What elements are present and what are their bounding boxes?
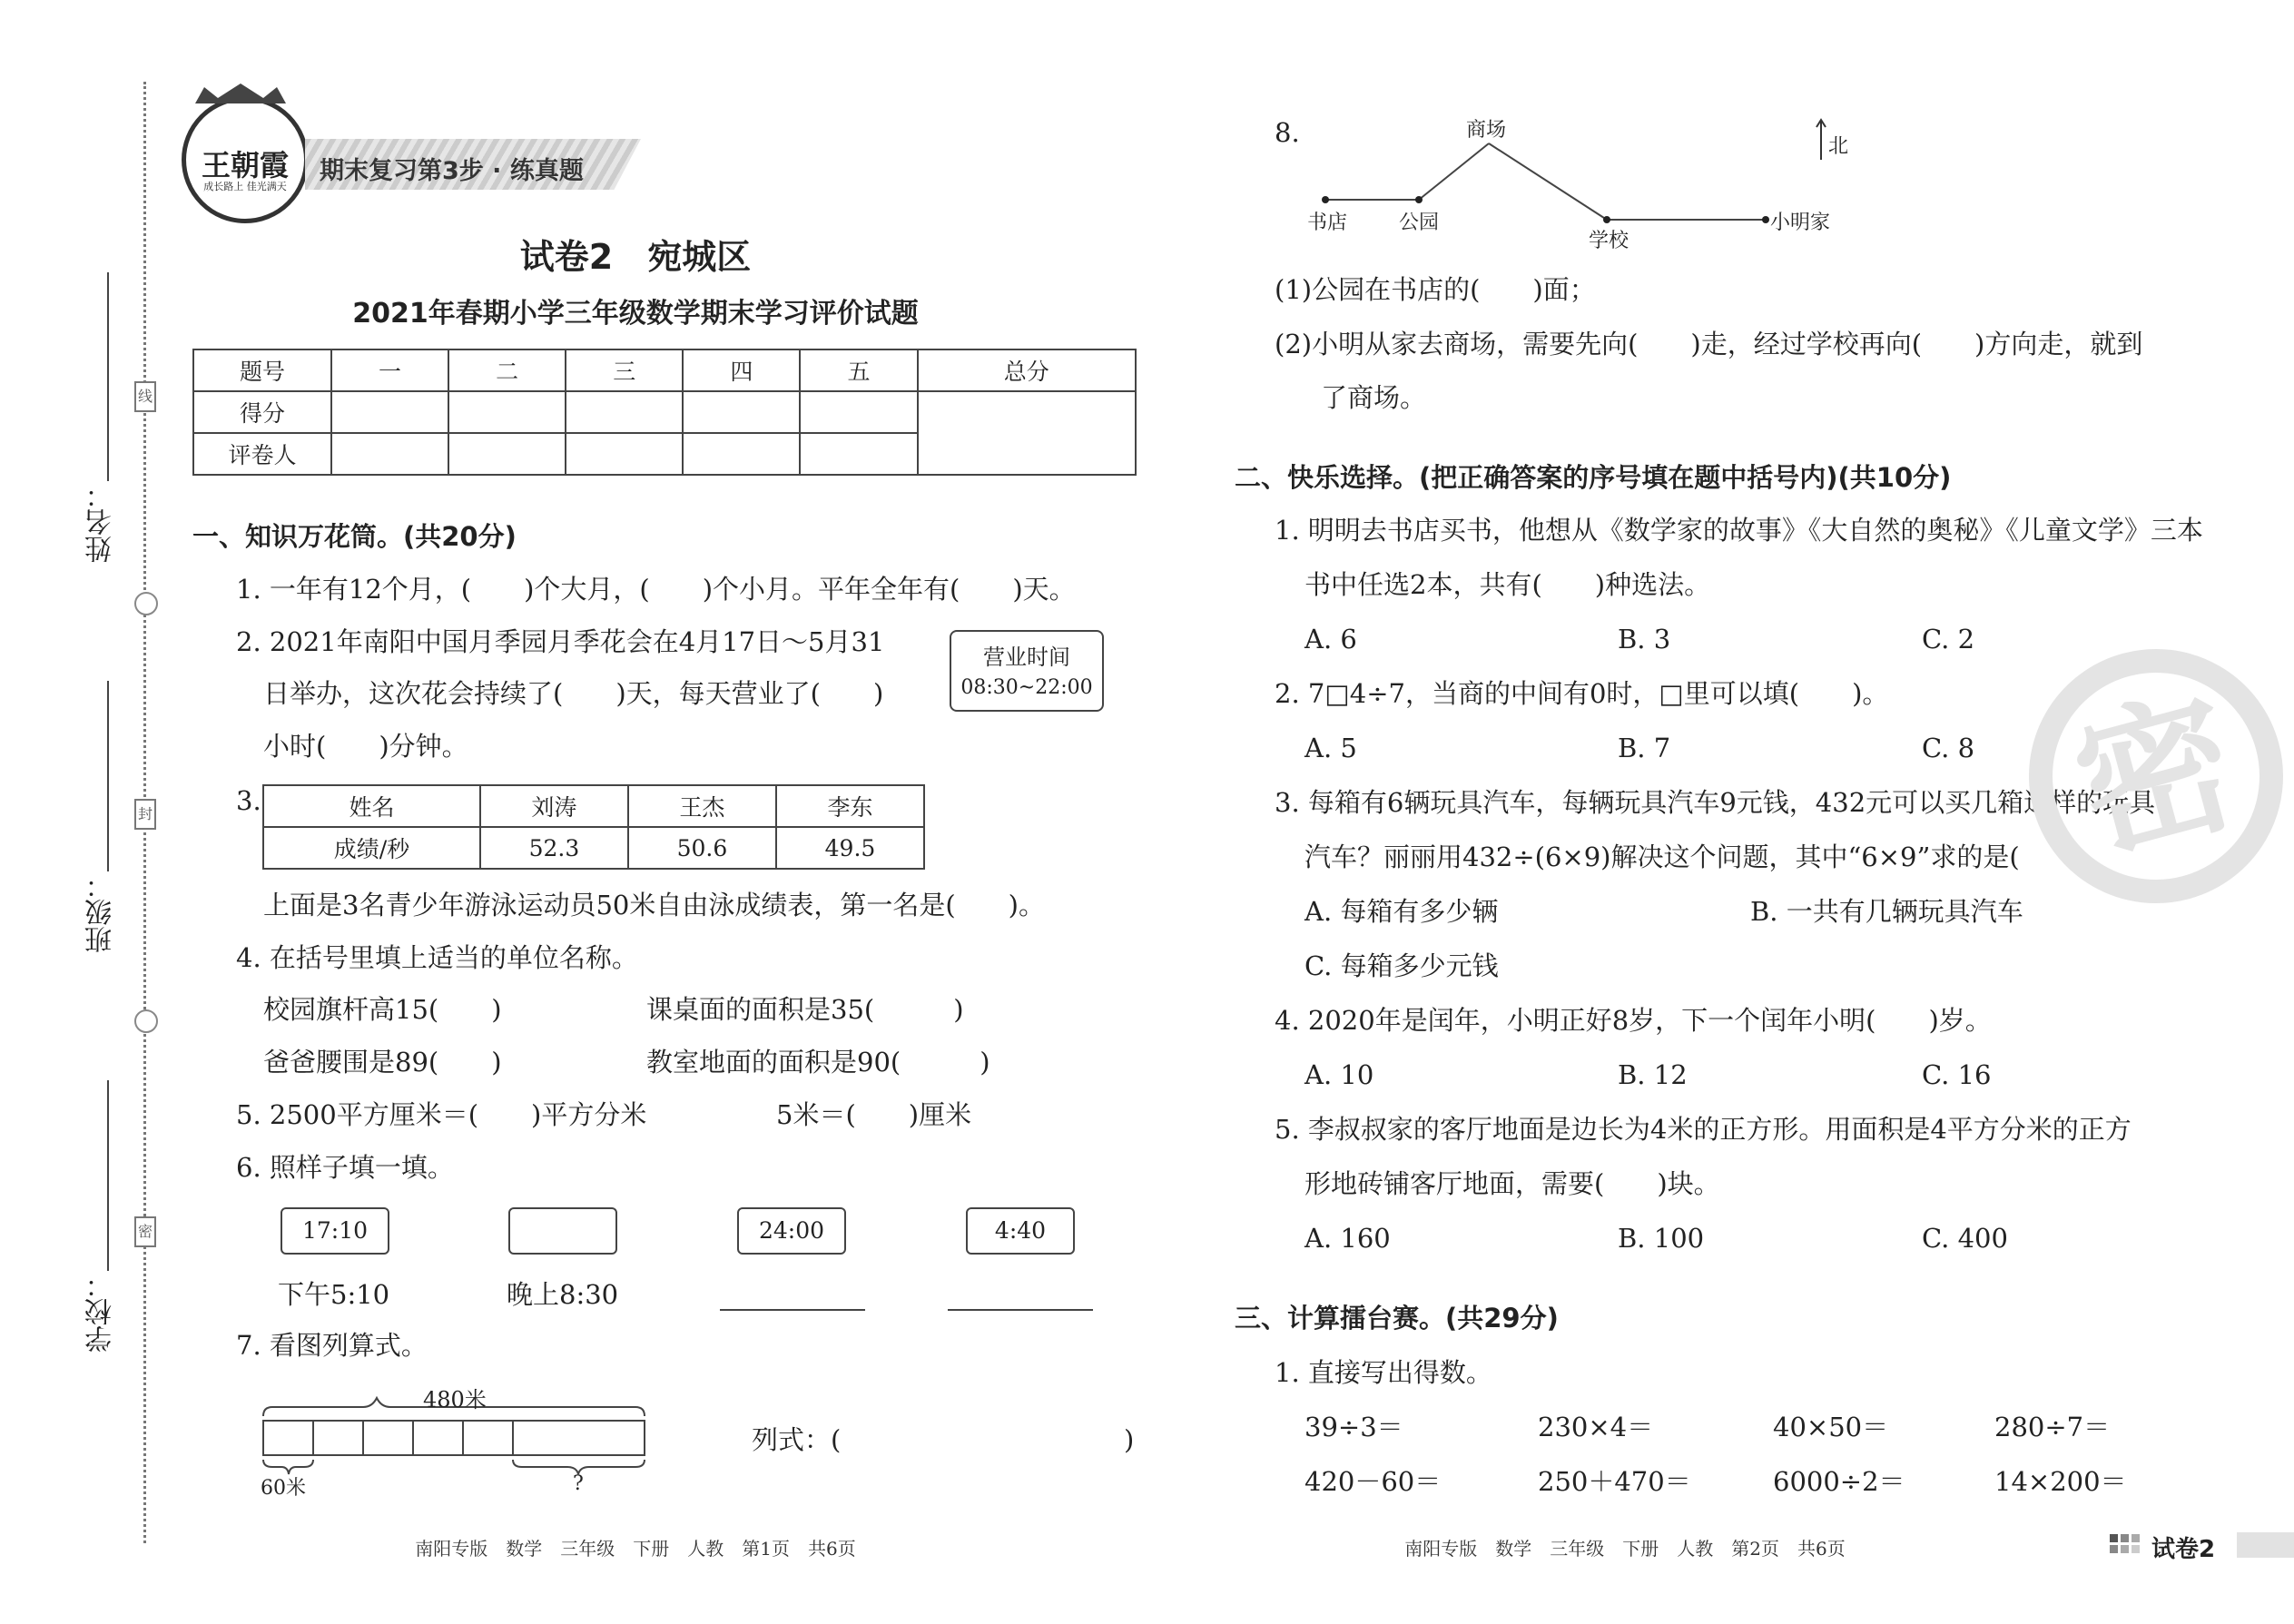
map-place-park: 公园 — [1399, 212, 1440, 234]
hours-time: 08:30~22:00 — [960, 676, 1093, 699]
choice-option[interactable]: C. 2 — [1922, 624, 1975, 655]
question-4d: 教室地面的面积是90( ) — [646, 1047, 990, 1078]
question-2-line3: 小时( )分钟。 — [263, 731, 468, 762]
choice-option[interactable]: A. 6 — [1305, 624, 1357, 655]
choice-5-line2: 形地砖铺客厅地面，需要( )块。 — [1305, 1168, 1720, 1199]
grader-cell[interactable] — [331, 433, 448, 475]
calc-item: 420－60＝ — [1305, 1466, 1442, 1497]
part-length-label: 60米 — [261, 1477, 306, 1500]
score-header: 二 — [448, 349, 566, 391]
question-8-sub1: (1)公园在书店的( )面； — [1275, 274, 1596, 305]
formula-label: 列式：( — [752, 1424, 842, 1455]
swim-header: 王杰 — [628, 785, 776, 827]
choice-option[interactable]: B. 一共有几辆玩具汽车 — [1750, 896, 2023, 927]
swim-header: 姓名 — [263, 785, 480, 827]
choice-option[interactable]: A. 每箱有多少辆 — [1305, 896, 1499, 927]
section-heading: 一、知识万花筒。(共20分) — [192, 521, 517, 552]
choice-option[interactable]: B. 3 — [1618, 624, 1671, 655]
question-1: 1. 一年有12个月，( )个大月，( )个小月。平年全年有( )天。 — [236, 574, 1076, 605]
question-3-text: 上面是3名青少年游泳运动员50米自由泳成绩表，第一名是( )。 — [263, 890, 1045, 920]
business-hours-box — [950, 630, 1104, 712]
clock-box: 17:10 — [281, 1207, 389, 1255]
choice-4: 4. 2020年是闰年，小明正好8岁，下一个闰年小明( )岁。 — [1275, 1005, 1992, 1036]
calc-item: 6000÷2＝ — [1773, 1466, 1905, 1497]
clock-box-blank[interactable] — [508, 1207, 617, 1255]
choice-option[interactable]: A. 5 — [1305, 733, 1357, 763]
choice-option[interactable]: C. 16 — [1922, 1059, 1992, 1090]
total-score-cell[interactable] — [918, 391, 1136, 475]
time-answer-blank[interactable] — [948, 1309, 1093, 1311]
choice-3-line1: 3. 每箱有6辆玩具汽车，每辆玩具汽车9元钱，432元可以买几箱这样的玩具 — [1275, 787, 2156, 818]
map-place-school: 学校 — [1589, 230, 1629, 252]
swim-cell: 49.5 — [776, 827, 924, 869]
calc-item: 14×200＝ — [1994, 1466, 2127, 1497]
score-cell[interactable] — [566, 391, 683, 433]
map-place-bookstore: 书店 — [1307, 212, 1348, 234]
question-6: 6. 照样子填一填。 — [236, 1152, 454, 1183]
score-header: 五 — [800, 349, 917, 391]
question-3-number: 3. — [236, 785, 261, 816]
question-4c: 爸爸腰围是89( ) — [263, 1047, 502, 1078]
score-cell[interactable] — [800, 391, 917, 433]
question-2-line2: 日举办，这次花会持续了( )天，每天营业了( ) — [263, 678, 884, 709]
choice-option[interactable]: C. 每箱多少元钱 — [1305, 950, 1499, 981]
formula-close: ) — [1124, 1424, 1135, 1455]
crown-icon — [195, 84, 286, 103]
question-5a: 5. 2500平方厘米＝( )平方分米 — [236, 1099, 647, 1130]
score-header: 总分 — [918, 349, 1136, 391]
score-header: 三 — [566, 349, 683, 391]
grader-cell[interactable] — [683, 433, 800, 475]
step-label: 期末复习第3步 · 练真题 — [320, 157, 584, 185]
question-5b: 5米＝( )厘米 — [776, 1099, 972, 1130]
calc-item: 280÷7＝ — [1994, 1412, 2111, 1442]
score-table — [192, 349, 1137, 476]
brand-name: 王朝霞 — [201, 148, 289, 182]
choice-option[interactable]: B. 100 — [1618, 1223, 1705, 1254]
grader-cell[interactable] — [566, 433, 683, 475]
footer-bar — [2237, 1532, 2294, 1558]
section-heading: 二、快乐选择。(把正确答案的序号填在题中括号内)(共10分) — [1235, 462, 1952, 493]
swim-cell: 50.6 — [628, 827, 776, 869]
seal-char-feng: 封 — [134, 799, 156, 830]
time-answer-blank[interactable] — [720, 1309, 865, 1311]
map-place-mall: 商场 — [1466, 119, 1507, 142]
question-7: 7. 看图列算式。 — [236, 1330, 428, 1361]
choice-option[interactable]: B. 7 — [1618, 733, 1671, 763]
confidential-watermark: 密 — [2001, 621, 2294, 932]
choice-1-line1: 1. 明明去书店买书，他想从《数学家的故事》《大自然的奥秘》《儿童文学》三本 — [1275, 515, 2203, 546]
question-4: 4. 在括号里填上适当的单位名称。 — [236, 942, 638, 973]
choice-3-line2: 汽车？丽丽用432÷(6×9)解决这个问题，其中“6×9”求的是( )。 — [1305, 842, 2109, 872]
footer-left: 南阳专版 数学 三年级 下册 人教 第1页 共6页 — [415, 1538, 856, 1560]
score-cell[interactable] — [331, 391, 448, 433]
grader-cell[interactable] — [800, 433, 917, 475]
choice-option[interactable]: C. 400 — [1922, 1223, 2008, 1254]
question-4b: 课桌面的面积是35( ) — [646, 994, 964, 1025]
question-8-sub2-cont: 了商场。 — [1321, 382, 1427, 413]
question-8: 8. — [1275, 117, 1300, 148]
score-header: 一 — [331, 349, 448, 391]
choice-2: 2. 7□4÷7，当商的中间有0时，□里可以填( )。 — [1275, 678, 1889, 709]
question-2-line1: 2. 2021年南阳中国月季园月季花会在4月17日～5月31 — [236, 626, 885, 657]
map-place-home: 小明家 — [1770, 212, 1831, 234]
score-header: 四 — [683, 349, 800, 391]
binding-clip-icon — [134, 1009, 158, 1033]
choice-1-line2: 书中任选2本，共有( )种选法。 — [1305, 569, 1711, 600]
score-header: 题号 — [193, 349, 331, 391]
time-label: 晚上8:30 — [507, 1279, 619, 1310]
hours-title: 营业时间 — [983, 645, 1070, 670]
choice-option[interactable]: A. 10 — [1305, 1059, 1374, 1090]
calc-item: 40×50＝ — [1773, 1412, 1889, 1442]
swim-header: 李东 — [776, 785, 924, 827]
choice-5-line1: 5. 李叔叔家的客厅地面是边长为4米的正方形。用面积是4平方分米的正方 — [1275, 1114, 2132, 1145]
brand-logo — [182, 96, 309, 223]
swim-cell: 52.3 — [480, 827, 628, 869]
score-cell[interactable] — [683, 391, 800, 433]
grader-cell[interactable] — [448, 433, 566, 475]
swim-cell: 成绩/秒 — [263, 827, 480, 869]
exam-title: 2021年春期小学三年级数学期末学习评价试题 — [352, 298, 919, 330]
calc-item: 230×4＝ — [1538, 1412, 1654, 1442]
section-heading: 三、计算擂台赛。(共29分) — [1235, 1303, 1559, 1334]
score-row-label: 评卷人 — [193, 433, 331, 475]
north-label: 北 — [1828, 135, 1849, 158]
seal-char-xian: 线 — [134, 381, 156, 412]
brand-slogan: 成长路上 佳光满天 — [203, 181, 287, 192]
unknown-length-label: ? — [573, 1472, 584, 1495]
calc-item: 39÷3＝ — [1305, 1412, 1403, 1442]
binding-clip-icon — [134, 592, 158, 615]
footer-right: 南阳专版 数学 三年级 下册 人教 第2页 共6页 — [1404, 1538, 1846, 1560]
question-8-sub2: (2)小明从家去商场，需要先向( )走，经过学校再向( )方向走，就到 — [1275, 329, 2143, 359]
choice-option[interactable]: A. 160 — [1305, 1223, 1391, 1254]
route-map — [1307, 136, 1816, 236]
score-cell[interactable] — [448, 391, 566, 433]
school-field[interactable] — [107, 1080, 109, 1271]
swim-header: 刘涛 — [480, 785, 628, 827]
swim-score-table — [262, 784, 925, 870]
paper-tag: 试卷2 — [2151, 1536, 2216, 1563]
question-4a: 校园旗杆高15( ) — [263, 994, 502, 1025]
clock-box: 24:00 — [737, 1207, 846, 1255]
choice-option[interactable]: C. 8 — [1922, 733, 1975, 763]
seal-char-mi: 密 — [134, 1216, 156, 1247]
calc-item: 250＋470＝ — [1538, 1466, 1691, 1497]
clock-box: 4:40 — [966, 1207, 1075, 1255]
class-field[interactable] — [107, 681, 109, 871]
calc-instruction: 1. 直接写出得数。 — [1275, 1357, 1492, 1388]
name-label: 姓名： — [85, 481, 117, 563]
north-arrow-icon — [1816, 118, 1826, 160]
paper-title: 试卷2 宛城区 — [519, 237, 752, 277]
time-label: 下午5:10 — [278, 1279, 390, 1310]
total-length-label: 480米 — [423, 1387, 487, 1412]
school-label: 学校： — [85, 1271, 117, 1353]
score-row-label: 得分 — [193, 391, 331, 433]
choice-option[interactable]: B. 12 — [1618, 1059, 1688, 1090]
class-label: 班级： — [85, 871, 117, 953]
